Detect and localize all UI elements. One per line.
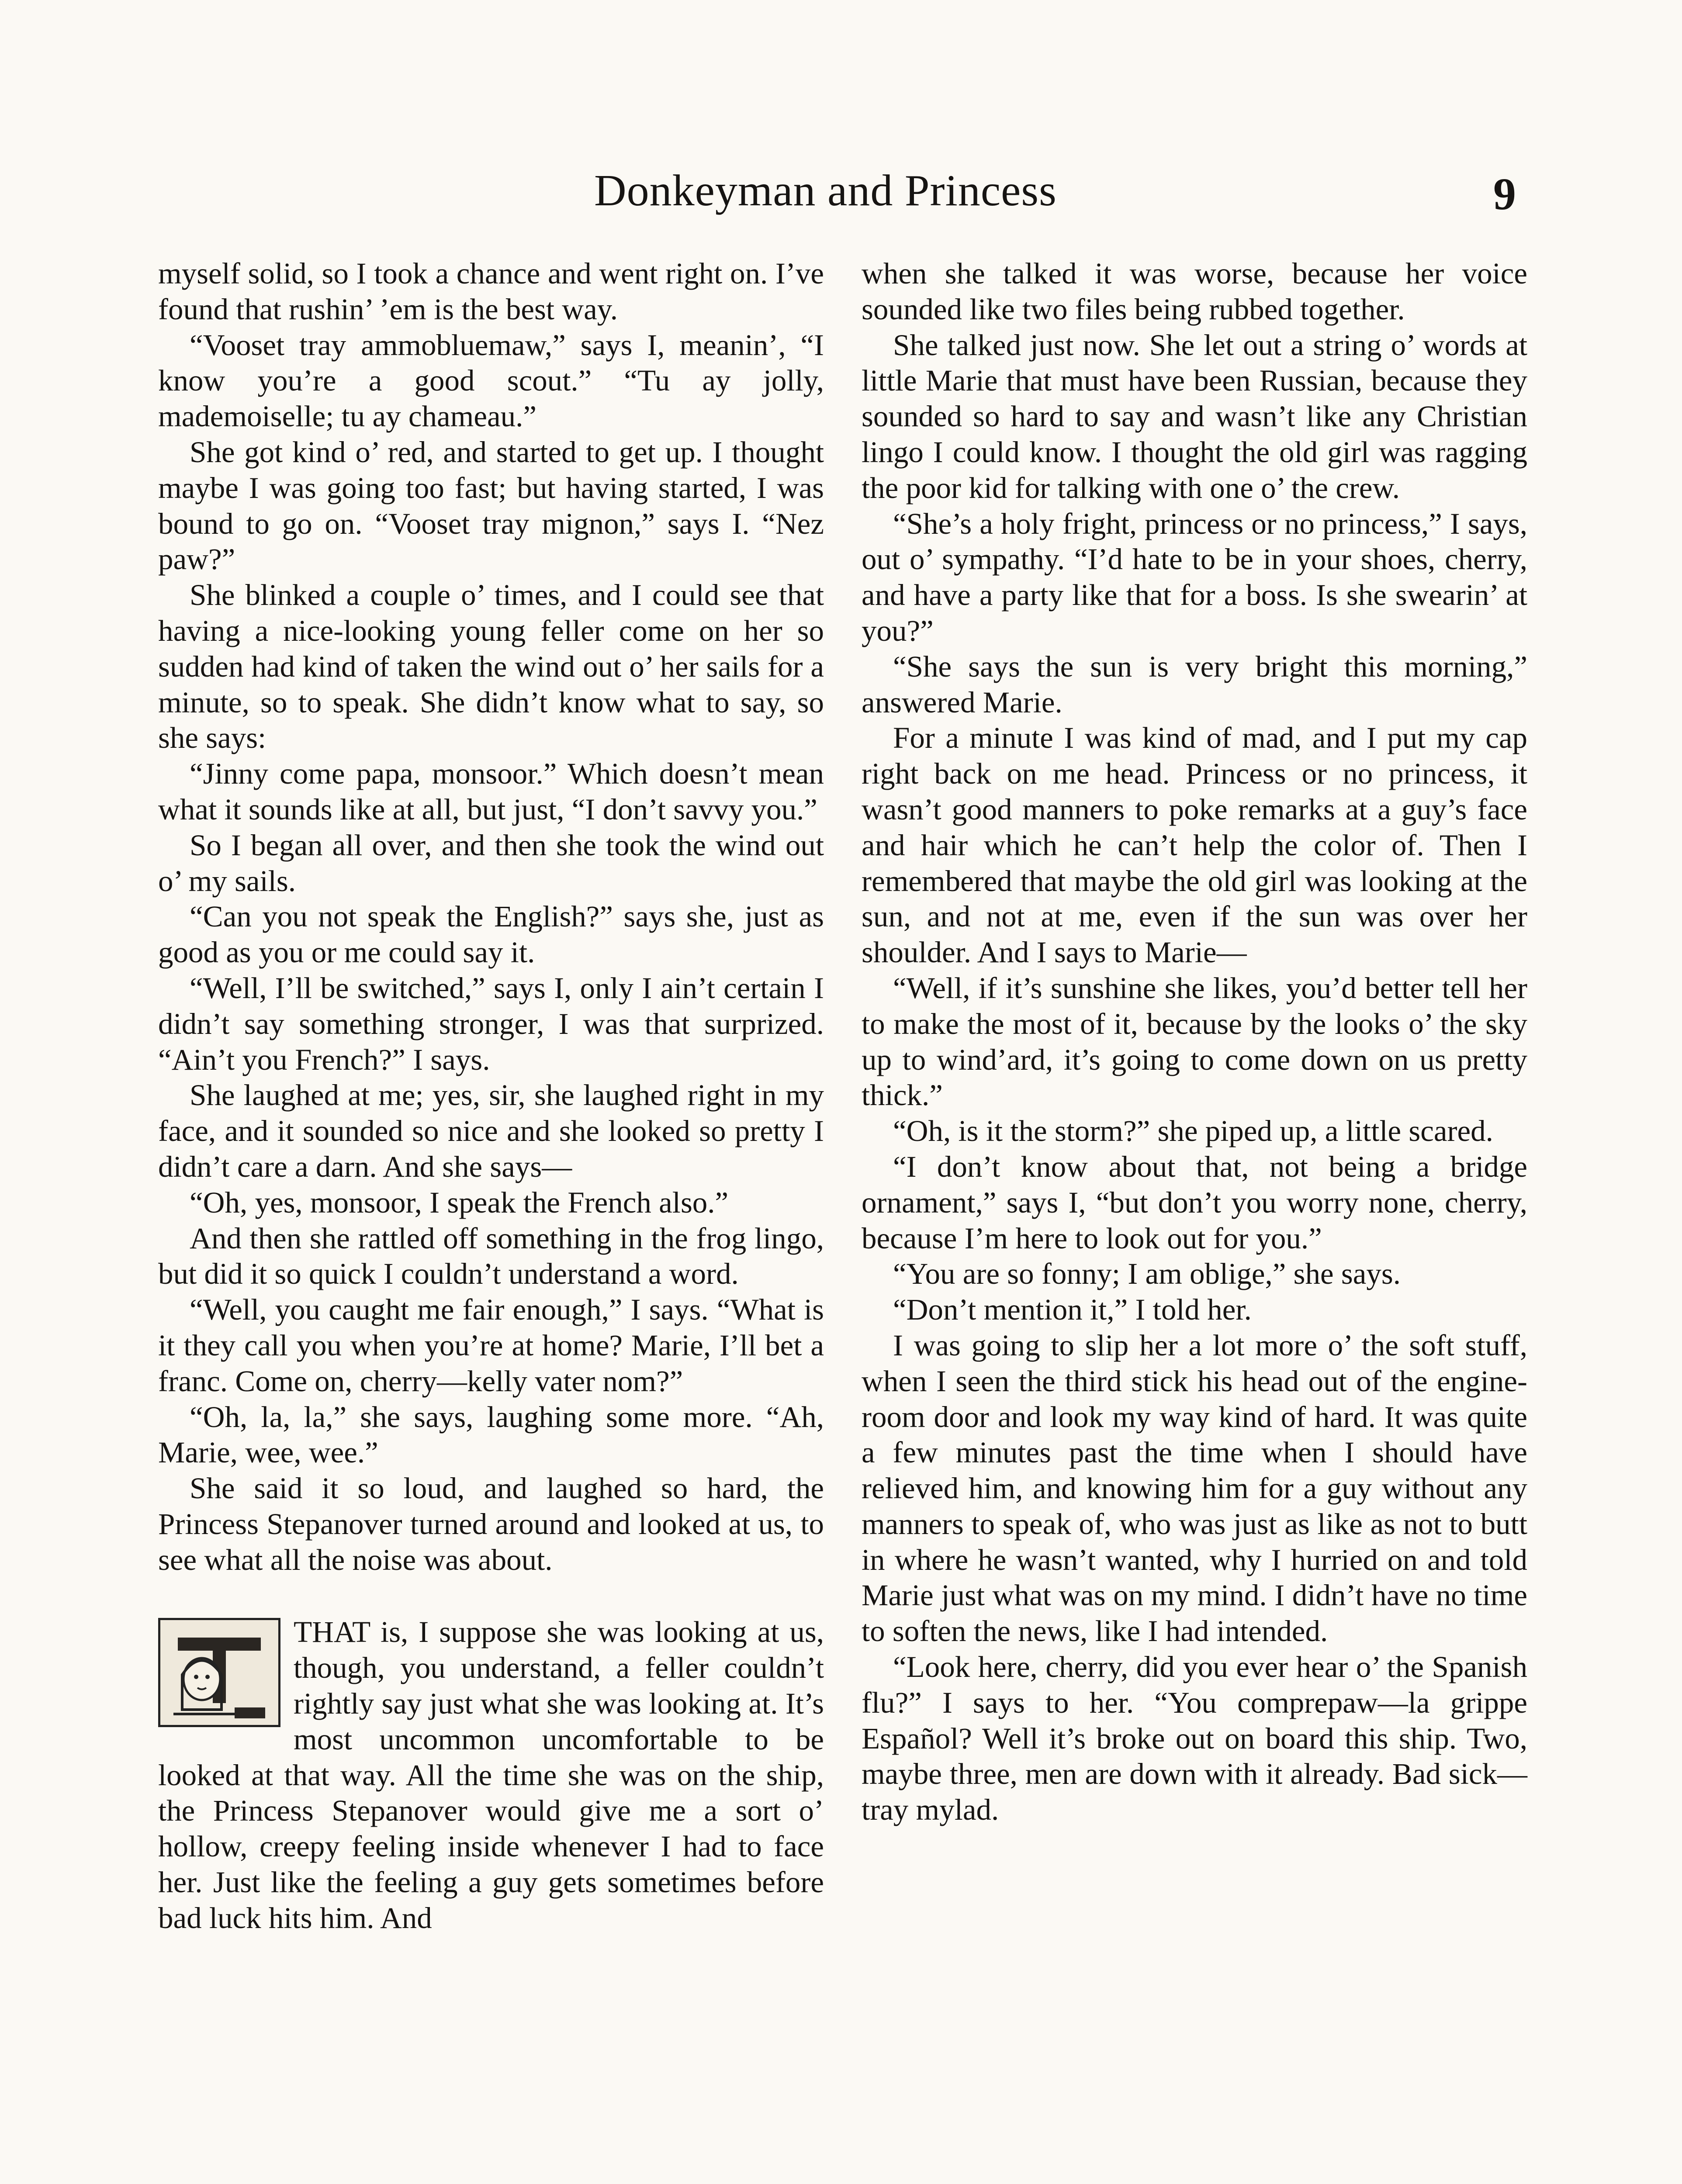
paragraph: “Look here, cherry, did you ever hear o’ the Spanish flu?” I says to her. “You comprepaw—la grippe Español? Well it’s broke out on board this ship. Two, maybe three, men are down with it already. Bad sick—tray mylad. [862, 1650, 1527, 1827]
section-paragraph: THAT is, I suppose she was looking at us, though, you understand, a feller couldn’t rightly say just what she was looking at. It’s most uncommon uncomfortable to be looked at that way. All the time she was on the ship, the Princess Stepanover would give me a sort o’ hollow, creepy feeling inside whenever I had to face her. Just like the feeling a guy gets sometimes before bad luck hits him. And [158, 1615, 824, 1935]
paragraph: “Can you not speak the English?” says she, just as good as you or me could say it. [158, 900, 824, 969]
paragraph: “Jinny come papa, monsoor.” Which doesn’t mean what it sounds like at all, but just, “I don’t savvy you.” [158, 757, 824, 826]
section-opening [158, 1614, 824, 1936]
paragraph: when she talked it was worse, because her voice sounded like two files being rubbed together. [862, 257, 1527, 326]
left-column [158, 256, 824, 1936]
paragraph: She blinked a couple o’ times, and I could see that having a nice-looking young feller come on her so sudden had kind of taken the wind out o’ her sails for a minute, so to speak. She didn’t know what to say, so she says: [158, 578, 824, 755]
paragraph: So I began all over, and then she took the wind out o’ my sails. [158, 828, 824, 898]
paragraph: She laughed at me; yes, sir, she laughed right in my face, and it sounded so nice and she looked so pretty I didn’t care a darn. And she says— [158, 1078, 824, 1183]
paragraph: “Well, if it’s sunshine she likes, you’d better tell her to make the most of it, because by the looks o’ the sky up to wind’ard, it’s going to come down on us pretty thick.” [862, 971, 1527, 1112]
paragraph: “You are so fonny; I am oblige,” she says. [893, 1257, 1401, 1291]
illustrated-initial-icon [158, 1618, 280, 1727]
page-number: 9 [1493, 169, 1516, 219]
paragraph: She said it so loud, and laughed so hard, the Princess Stepanover turned around and looked at us, to see what all the noise was about. [158, 1472, 824, 1576]
right-column [862, 256, 1527, 1828]
paragraph: For a minute I was kind of mad, and I put my cap right back on me head. Princess or no princess, it wasn’t good manners to poke remarks at a guy’s face and hair which he can’t help the color of. Then I remembered that maybe the old girl was looking at the sun, and not at me, even if the sun was over her shoulder. And I says to Marie— [862, 721, 1527, 969]
paragraph: “Oh, la, la,” she says, laughing some more. “Ah, Marie, wee, wee.” [158, 1400, 824, 1469]
paragraph: “Oh, yes, monsoor, I speak the French also.” [190, 1185, 729, 1219]
paragraph: I was going to slip her a lot more o’ the soft stuff, when I seen the third stick his head out of the engine-room door and look my way kind of hard. It was quite a few minutes past the time when I should have relieved him, and knowing him for a guy without any manners to speak of, who was just as like as not to butt in where he wasn’t wanted, why I hurried on and told Marie just what was on my mind. I didn’t have no time to soften the news, like I had intended. [862, 1328, 1527, 1648]
paragraph: And then she rattled off something in the frog lingo, but did it so quick I couldn’t understand a word. [158, 1221, 824, 1291]
running-title: Donkeyman and Princess [594, 166, 1057, 215]
paragraph: She talked just now. She let out a string o’ words at little Marie that must have been Russian, because they sounded so hard to say and wasn’t like any Christian lingo I could know. I thought the old girl was ragging the poor kid for talking with one o’ the crew. [862, 328, 1527, 505]
paragraph: “Oh, is it the storm?” she piped up, a little scared. [893, 1114, 1493, 1148]
paragraph: She got kind o’ red, and started to get up. I thought maybe I was going too fast; but having started, I was bound to go on. “Vooset tray mignon,” says I. “Nez paw?” [158, 435, 824, 576]
paragraph: “Well, I’ll be switched,” says I, only I ain’t certain I didn’t say something stronger, I was that surprized. “Ain’t you French?” I says. [158, 971, 824, 1076]
paragraph: “She says the sun is very bright this morning,” answered Marie. [862, 650, 1527, 719]
paragraph: “I don’t know about that, not being a bridge ornament,” says I, “but don’t you worry none, cherry, because I’m here to look out for you.” [862, 1150, 1527, 1255]
paragraph: “She’s a holy fright, princess or no princess,” I says, out o’ sympathy. “I’d hate to be in your shoes, cherry, and have a party like that for a boss. Is she swearin’ at you?” [862, 507, 1527, 647]
paragraph: myself solid, so I took a chance and went right on. I’ve found that rushin’ ’em is the best way. [158, 257, 824, 326]
paragraph: “Vooset tray ammobluemaw,” says I, meanin’, “I know you’re a good scout.” “Tu ay jolly, mademoiselle; tu ay chameau.” [158, 328, 824, 433]
paragraph: “Don’t mention it,” I told her. [893, 1293, 1252, 1327]
section-break [158, 1578, 824, 1614]
page-header [0, 162, 1682, 219]
paragraph: “Well, you caught me fair enough,” I says. “What is it they call you when you’re at home? Marie, I’ll bet a franc. Come on, cherry—kelly vater nom?” [158, 1293, 824, 1398]
